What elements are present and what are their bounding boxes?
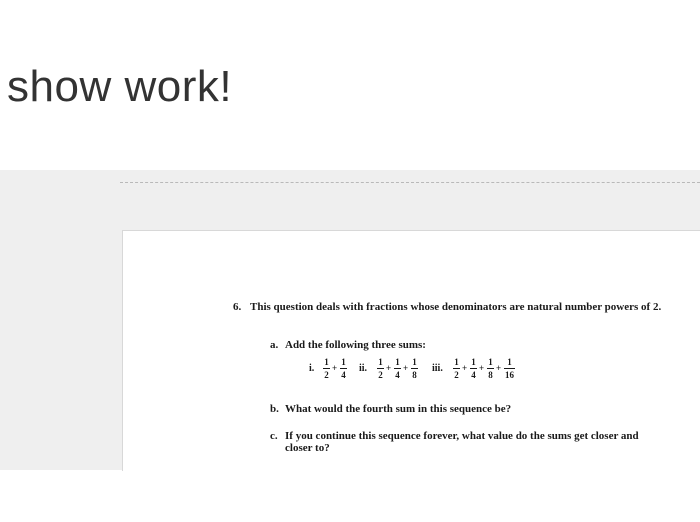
numerator: 1 xyxy=(341,357,346,367)
denominator: 4 xyxy=(341,370,346,380)
question-block xyxy=(123,231,700,471)
numerator: 1 xyxy=(454,357,459,367)
fraction xyxy=(470,357,477,380)
sum-i-label: i. xyxy=(309,363,315,374)
sum-iii-label: iii. xyxy=(432,363,443,374)
denominator: 2 xyxy=(378,370,383,380)
fraction xyxy=(411,357,418,380)
part-c-letter: c. xyxy=(270,430,278,442)
plus-sign: + xyxy=(462,363,468,373)
page-title: show work! xyxy=(7,62,233,111)
part-c-text: If you continue this sequence forever, what value do the sums get closer and closer to? xyxy=(285,430,639,454)
part-b-text: What would the fourth sum in this sequence be? xyxy=(285,403,512,415)
plus-sign: + xyxy=(479,363,485,373)
part-a-letter: a. xyxy=(270,339,279,351)
numerator: 1 xyxy=(412,357,417,367)
fraction xyxy=(377,357,384,380)
denominator: 4 xyxy=(471,370,476,380)
fraction xyxy=(504,357,515,380)
question-number: 6. xyxy=(233,301,242,313)
numerator: 1 xyxy=(471,357,476,367)
numerator: 1 xyxy=(507,357,512,367)
denominator: 8 xyxy=(488,370,493,380)
sum-ii-label: ii. xyxy=(359,363,368,374)
plus-sign: + xyxy=(332,363,338,373)
question-text: This question deals with fractions whose denominators are natural number powers of 2. xyxy=(250,301,662,313)
fraction xyxy=(487,357,494,380)
fraction xyxy=(453,357,460,380)
part-a-text: Add the following three sums: xyxy=(285,339,426,351)
fraction xyxy=(340,357,347,380)
fraction-sums xyxy=(309,357,700,387)
denominator: 16 xyxy=(505,370,514,380)
fraction xyxy=(323,357,330,380)
plus-sign: + xyxy=(403,363,409,373)
plus-sign: + xyxy=(386,363,392,373)
document-page xyxy=(122,230,700,471)
plus-sign: + xyxy=(496,363,502,373)
numerator: 1 xyxy=(488,357,493,367)
denominator: 4 xyxy=(395,370,400,380)
part-b-letter: b. xyxy=(270,403,279,415)
fraction xyxy=(394,357,401,380)
numerator: 1 xyxy=(378,357,383,367)
denominator: 8 xyxy=(412,370,417,380)
denominator: 2 xyxy=(324,370,329,380)
divider xyxy=(120,182,700,183)
denominator: 2 xyxy=(454,370,459,380)
numerator: 1 xyxy=(324,357,329,367)
numerator: 1 xyxy=(395,357,400,367)
